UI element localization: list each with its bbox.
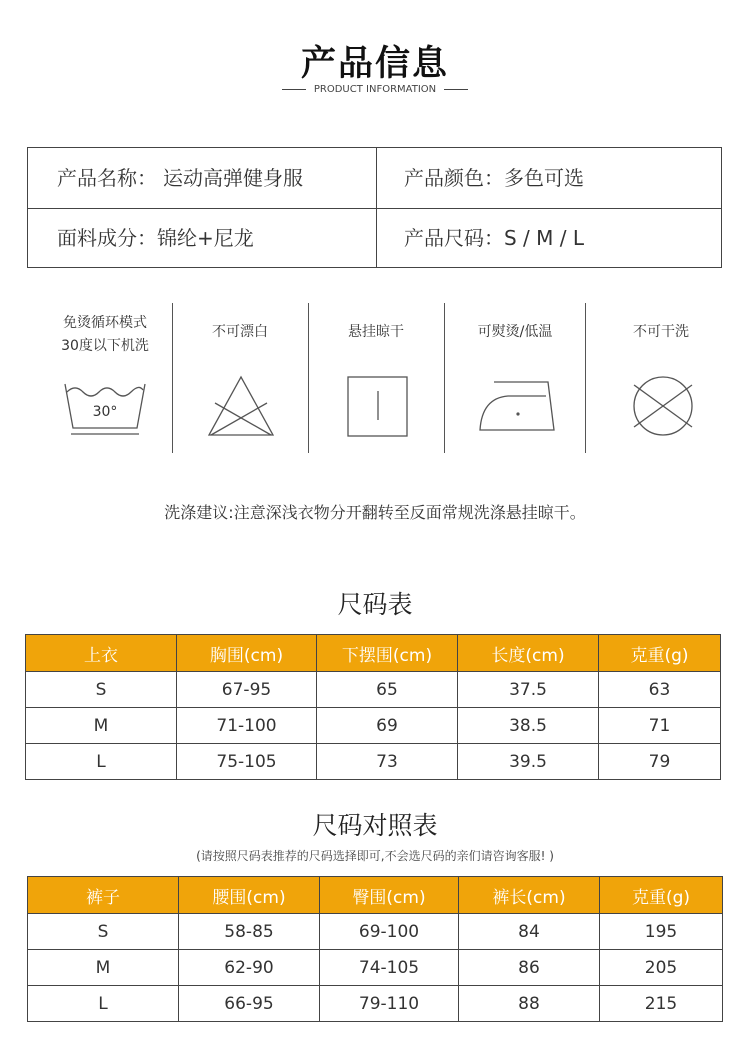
table-cell: 79 [599,744,721,780]
subtitle-divider-right [444,89,468,90]
table-cell: 79-110 [320,986,459,1022]
compare-table [27,876,723,1022]
table-cell: 84 [459,914,600,950]
care-no-dry-clean [586,300,736,455]
table-cell: 86 [459,950,600,986]
table-cell: S [26,672,177,708]
care-no-bleach [172,300,308,455]
table-cell: 67-95 [177,672,317,708]
product-name-field [57,148,303,208]
hang-dry-icon [347,376,409,438]
product-name-label: 产品名称： [57,166,157,190]
product-size-label: 产品尺码： [404,226,504,250]
size-table-title: 尺码表 [337,590,413,619]
table-cell: 65 [317,672,458,708]
table-cell: 62-90 [179,950,320,986]
care-wash-line1: 免烫循环模式 [63,315,147,331]
table-cell: 63 [599,672,721,708]
table-cell: M [28,950,179,986]
wash-30-icon [30,378,180,444]
product-color-field [404,148,584,208]
table-cell: 75-105 [177,744,317,780]
table-header-cell: 克重(g) [599,635,721,672]
table-header-cell: 下摆围(cm) [317,635,458,672]
table-row [26,744,721,780]
table-header-row [28,877,723,914]
product-size-field [404,208,584,268]
subtitle-divider-left [282,89,306,90]
table-cell: S [28,914,179,950]
table-cell: 88 [459,986,600,1022]
table-header-row [26,635,721,672]
care-hang-dry-label: 悬挂晾干 [348,324,404,340]
table-row [26,708,721,744]
care-no-dry-clean-label: 不可干洗 [633,324,689,340]
info-divider-v [376,148,377,267]
table-header-cell: 胸围(cm) [177,635,317,672]
table-row [28,914,723,950]
table-cell: 58-85 [179,914,320,950]
table-cell: 38.5 [458,708,599,744]
table-cell: M [26,708,177,744]
table-cell: L [26,744,177,780]
care-wash-30 [30,300,180,455]
table-cell: 215 [600,986,723,1022]
page-subtitle [0,84,750,96]
no-dry-clean-icon [630,375,696,437]
table-cell: 69 [317,708,458,744]
table-header-cell: 腰围(cm) [179,877,320,914]
fabric-value: 锦纶+尼龙 [157,226,254,250]
table-header-cell: 裤子 [28,877,179,914]
table-cell: 71-100 [177,708,317,744]
table-cell: 69-100 [320,914,459,950]
compare-table-title: 尺码对照表 [312,811,438,840]
care-iron-low-label: 可熨烫/低温 [477,324,553,340]
product-info-box [27,147,722,268]
product-color-label: 产品颜色： [404,166,504,190]
iron-low-icon [476,378,558,436]
page-title: 产品信息 [300,44,449,84]
table-header-cell: 裤长(cm) [459,877,600,914]
table-cell: 195 [600,914,723,950]
care-no-bleach-label: 不可漂白 [212,324,268,340]
no-bleach-icon [207,375,275,437]
table-cell: L [28,986,179,1022]
wash-temp-label: 30° [92,404,118,420]
table-cell: 74-105 [320,950,459,986]
fabric-field [57,208,254,268]
product-color-value: 多色可选 [504,166,584,190]
fabric-label: 面料成分： [57,226,157,250]
table-row [28,950,723,986]
table-row [28,986,723,1022]
care-wash-line2: 30度以下机洗 [61,338,149,354]
table-header-cell: 臀围(cm) [320,877,459,914]
table-row [26,672,721,708]
table-header-cell: 上衣 [26,635,177,672]
table-cell: 71 [599,708,721,744]
table-cell: 37.5 [458,672,599,708]
table-cell: 205 [600,950,723,986]
table-cell: 39.5 [458,744,599,780]
product-size-value: S / M / L [504,226,584,250]
care-hang-dry [308,300,444,455]
compare-table-note: (请按照尺码表推荐的尺码选择即可,不会选尺码的亲们请咨询客服! ) [196,849,554,863]
size-table [25,634,721,780]
table-cell: 66-95 [179,986,320,1022]
subtitle-text: PRODUCT INFORMATION [313,84,437,95]
table-header-cell: 克重(g) [600,877,723,914]
wash-advice: 洗涤建议:注意深浅衣物分开翻转至反面常规洗涤悬挂晾干。 [164,503,586,522]
product-name-value: 运动高弹健身服 [163,166,303,190]
table-header-cell: 长度(cm) [458,635,599,672]
table-cell: 73 [317,744,458,780]
care-iron-low [444,300,586,455]
